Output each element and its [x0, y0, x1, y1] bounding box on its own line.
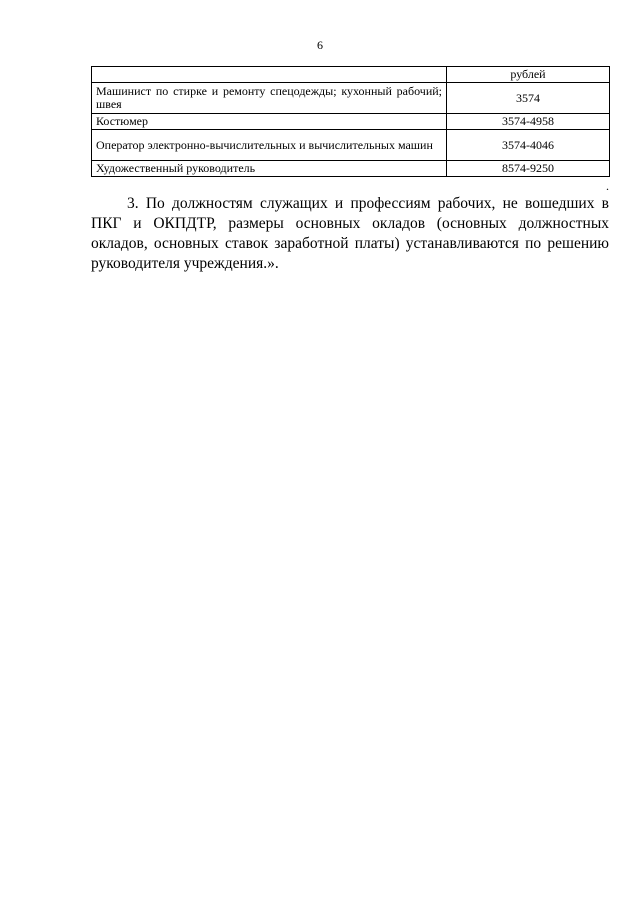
table-row — [92, 130, 610, 161]
position-cell: Оператор электронно-вычислительных и вычислительных машин — [92, 130, 447, 161]
table-row — [92, 83, 610, 114]
table-row — [92, 161, 610, 177]
unit-header: рублей — [447, 67, 610, 83]
salary-cell: 3574 — [447, 83, 610, 114]
salary-table — [91, 66, 610, 177]
paragraph-3: 3. По должностям служащих и профессиям рабочих, не вошедших в ПКГ и ОКПДТР, размеры основных окладов (основных должностных окладов, основных ставок заработной платы) устанавливаются по решению руководителя учреждения.». — [91, 195, 609, 272]
salary-cell: 3574-4046 — [447, 130, 610, 161]
position-cell: Художественный руководитель — [92, 161, 447, 177]
salary-cell: 8574-9250 — [447, 161, 610, 177]
table-trailing-mark: . — [606, 179, 609, 193]
table-row — [92, 114, 610, 130]
salary-cell: 3574-4958 — [447, 114, 610, 130]
position-cell: Костюмер — [92, 114, 447, 130]
page-number: 6 — [317, 38, 323, 52]
position-cell: Машинист по стирке и ремонту спецодежды; кухонный рабочий; швея — [92, 83, 447, 114]
table-header-row — [92, 67, 610, 83]
header-position-cell — [92, 67, 447, 83]
